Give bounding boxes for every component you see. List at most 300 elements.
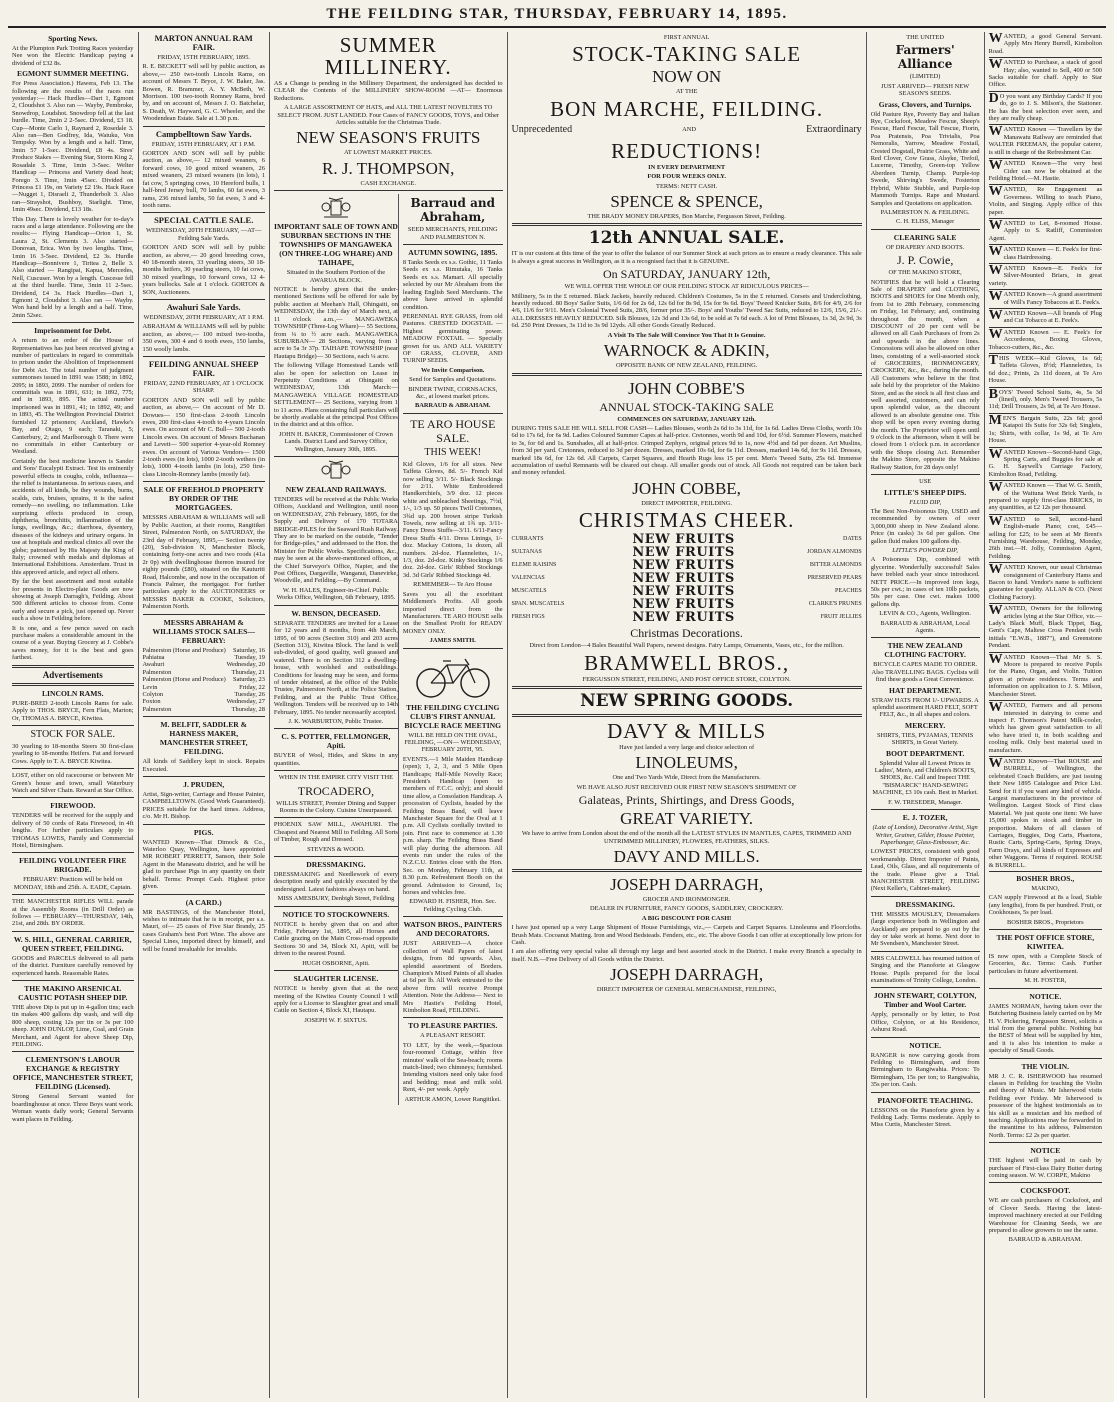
- davy-and-mills-heading: DAVY AND MILLS.: [613, 847, 760, 866]
- arrived-text: JUST ARRIVED— FRESH NEW SEASON'S SEEDS.: [881, 82, 970, 98]
- te-aro-sign: JAMES SMITH.: [429, 637, 476, 645]
- christmas-heading: CHRISTMAS CHEER.: [578, 508, 795, 533]
- grass-heading: Grass, Clovers, and Turnips.: [878, 99, 972, 109]
- stock-sales-place: Foxton: [142, 698, 161, 706]
- stock-sales-place: Palmerston (Horse and Produce): [142, 646, 226, 654]
- stockowners-heading: NOTICE TO STOCKOWNERS.: [282, 909, 390, 919]
- hat-heading: HAT DEPARTMENT.: [889, 685, 962, 695]
- freehold-heading: SALE OF FREEHOLD PROPERTY BY ORDER OF THE MORTGAGEES.: [143, 485, 264, 513]
- column-7: [985, 32, 1106, 1398]
- rams-text: PURE-BRED 2-tooth Lincoln Rams for sale. Apply to THOS. BRYCE, Fern Flats, Marton; Or, THOMAS A. BRYCE, Kiwitea.: [12, 699, 134, 722]
- potter-heading: C. S. POTTER, FELLMONGER, Apiti.: [281, 732, 391, 751]
- piano-text: LESSONS on the Pianoforte given by a Feilding Lady. Terms moderate. Apply to Miss Curtis, Manchester Street.: [870, 1106, 980, 1129]
- fruit-left: ELEME RAISINS: [511, 562, 557, 569]
- stock-sales-place: Awahuri: [142, 661, 165, 669]
- fruit-center: NEW FRUITS: [632, 558, 735, 574]
- belfit-heading: M. BELFIT, SADDLER & HARNESS MAKER, MANCHESTER STREET, FEILDING.: [159, 720, 248, 757]
- saturday-sub: WE WILL OFFER THE WHOLE OF OUR FEILDING STOCK AT RIDICULOUS PRICES—: [564, 283, 809, 291]
- stewart-text: Apply, personally or by letter, to Post Office, Colyton, or at his Residence, Ashurst Road.: [870, 1011, 980, 1034]
- autumn-text: 8 Tanks Seeds ex s.s. Gothic, 11 Tanks Seeds ex s.s. Rimutaka, 16 Tanks Seeds ex s.s. Mamari. All specially selected by our Mr Abraham from the leading English Seed Merchants. The above have arrived in splendid condition.: [402, 259, 503, 311]
- special-cattle-date: WEDNESDAY, 20TH FEBRUARY, —AT— Feilding Sale Yards.: [145, 227, 262, 242]
- clothing-factory-heading: THE NEW ZEALAND CLOTHING FACTORY.: [884, 641, 966, 660]
- fruit-right: JORDAN ALMONDS: [807, 549, 862, 556]
- freehold-text: MESSRS ABRAHAM & WILLIAMS will sell by Public Auction, at their rooms, Rangitikei Street, Palmerston North, on SATURDAY, the 23rd day of February, 1895,— Section twenty (20), Sub-division N, Manchester Block, containing forty-one acres and two roods (41a 2r 0p) with dwellinghouse thereon insured for eighty pounds (£80), situated on the Kauturiti Road, Halcombe, and now in the occupation of Francis Palmer, the mortgagor. For further particulars apply to the AUCTIONEERS or MESSRS BAKER & COOKE, Solicitors, Palmerston North.: [142, 514, 265, 611]
- land-sale-sign: JOHN H. BAKER, Commissioner of Crown Lands. District Land and Survey Office, Wellington, January 30th, 1895.: [279, 430, 393, 453]
- fruits-row: [512, 611, 862, 624]
- alliance-title: Farmers' Alliance: [895, 43, 955, 72]
- cobbe-sign: JOHN COBBE,: [632, 478, 741, 498]
- post-office-heading: THE POST OFFICE STORE, KIWITEA.: [996, 933, 1095, 952]
- rifles-text: THE MANCHESTER RIFLES WILL parade at the Assembly Rooms (in Drill Order) as follows — FEBRUARY—THURSDAY, 14th, 21st, and 28th. BY ORDER.: [12, 898, 134, 928]
- pleasure-heading: TO PLEASURE PARTIES.: [408, 1021, 498, 1031]
- cobbe-heading: JOHN COBBE'S: [628, 378, 746, 398]
- stock-sales-place: Palmerston: [142, 668, 172, 676]
- wanted-item: WANTED to Let, 8-roomed House. Apply to S. Ratliff, Commission Agent.: [989, 219, 1102, 245]
- land-sale-text-2: The following Village Homestead Lands will also be open for selection on Lease in Perpetuity Conditions at Ohingaiti on WEDNESDAY, 13th March:— MANGAWEKA VILLAGE HOMESTEAD SETTLEMENT— 25 Sections, varying from 1 to 11 acres. Plans containing full particulars will be shortly available at the principal Post Offices in the district and at this office.: [273, 362, 398, 429]
- marton-text: R. E. BECKETT will sell by public auction, as above,— 250 two-tooth Lincoln Rams, on account of Messrs T. Bryce, J. W. Baker, Jas. Bowen, R. Brammer, A. Y. McBeth, W. Morrison. 100 two-tooth Romney Rams, bred by, and on account of, Messrs J. O. Batchelar, S. Death, W. Hayward, G. C. Wheeler, and the Woodendean Estate. Sale at 1.30 p.m.: [142, 63, 265, 123]
- awahuri-date: WEDNESDAY, 20TH FEBRUARY, AT 1 P.M.: [143, 313, 264, 321]
- every-dept-text: IN EVERY DEPARTMENT: [648, 163, 726, 171]
- wanted-item: WANTED, a good General Servant. Apply Mrs Henry Burrell, Kimbolton Road.: [989, 32, 1102, 58]
- benson-text: SEPARATE TENDERS are invited for a Lease for 12 years and 8 months, from 4th March, 1895, of 90 acres (Section 310) and 203 acres (Section 313), Kiwitea Block. The land is well sub-divided, of good quality, well grassed and watered. There is on Section 312 a dwelling-house, with woolshed and outbuildings. Conditions for leasing may be seen, and forms of tender obtained, at the office of the Public Trustee, Palmerston North, at the Police Station, Feilding, and at the Public Trust Office, Wellington. Tenders will be received up to 14th February, 1895. No tender necessarily accepted.: [273, 619, 398, 716]
- at-the-text: AT THE: [675, 88, 698, 96]
- debt-text: A return to an order of the House of Representatives has just been received giving a number of particulars in regard to committals to prison under the Abolition of Imprisonment for Debt Act. The total number of judgment summonses issued in 1891 was 1588; in 1892, 2095; in 1893, 2099. The number of orders for committals was in 1891, 631; in 1892, 775; and in 1893, 895. The actual number imprisoned was in 1891, 41; in 1892, 49; and in 1893, 45. The Wellington Provincial District furnished 12 prisoners; Auckland, Hawke's Bay, and Otago, 9 each; Taranaki, 5; Canterbury, 2; and Marlborough 0. There were no committals in either Canterbury or Westland.: [12, 337, 134, 456]
- stock-sales-heading: MESSRS ABRAHAM & WILLIAMS STOCK SALES— FEBRUARY:: [152, 617, 255, 645]
- annual-sheep-heading: FEILDING ANNUAL SHEEP FAIR.: [148, 359, 259, 378]
- benson-sign: J. K. WARBURTON, Public Trustee.: [288, 717, 384, 725]
- stock-sales-row: [143, 698, 265, 705]
- te-aro-heading: TE ARO HOUSE SALE.: [410, 416, 496, 445]
- barraud-heading: Barraud and Abraham,: [410, 196, 495, 225]
- tozer-sub: (Late of London), Decorative Artist, Sign Writer, Grainer, Gilder, House Painter, Paperhanger, Glass-Embosser, &c.: [872, 824, 978, 846]
- dressmaking-sign: MISS AMESBURY, Denbigh Street, Feilding: [277, 895, 395, 903]
- stock-sales-row: [143, 661, 265, 668]
- column-1: [8, 32, 139, 1398]
- notice-heading-3: NOTICE: [1030, 1146, 1061, 1156]
- wanted-item: WANTED Known—Second-hand Gigs, Spring Carts, and Buggies for sale at G. H. Saywell's Carriage Factory, Kimbolton Road, Feilding.: [989, 448, 1102, 482]
- belfit-text: All kinds of Saddlery kept in stock. Repairs Executed.: [142, 758, 265, 773]
- dairy-text: THE highest will be paid in cash by purchaser of First-class Dairy Butter during coming season. W. W. CORPE, Makino: [988, 1157, 1102, 1179]
- linoleums-heading: LINOLEUMS,: [635, 753, 738, 773]
- barraud-sub: SEED MERCHANTS, FEILDING AND PALMERSTON N.: [407, 226, 498, 241]
- darragh-heading: JOSEPH DARRAGH,: [610, 875, 764, 894]
- marton-heading: MARTON ANNUAL RAM FAIR.: [154, 33, 253, 52]
- grocery-text: It is one, and a few pence saved on each purchase makes a considerable amount in the course of a year. Buying Grocery at J. Cobbe's saves money, for it is the best and goes farthest.: [12, 624, 134, 662]
- alliance-address: PALMERSTON N. & FEILDING.: [880, 208, 970, 216]
- wanted-item: WANTED Known—All brands of Plug and Cut Tobacco at E. Feek's.: [989, 309, 1102, 328]
- pleasure-text: TO LET, by the week,—Spacious four-roomed Cottage, within five minutes' walk of the Sea-beach; rooms match-lined; two chimneys; furnished. Intending visitors need only take food and bedding; meat and milk sold. Rent, 4/- per week. Apply: [402, 1041, 503, 1094]
- wanted-item: WANTED, Re Engagement as Governess. Willing to teach Piano, Violin, and Singing. Apply office of this paper.: [989, 185, 1102, 219]
- spence-heading: SPENCE & SPENCE,: [610, 192, 763, 212]
- stock-sales-row: [143, 706, 265, 713]
- cowie-text: NOTIFIES that he will hold a Clearing Sale of DRAPERY and CLOTHING, BOOTS and SHOES for One Month only, from 1st to 28th February, commencing on Friday, 1st February; and, continuing throughout the month, when a DISCOUNT of 20 per cent will be allowed on all Cash Purchases of from 2s and upwards in the above lines. Concessions will also be allowed on other lines, consisting of a well-assorted stock of GROCERIES, IRONMONGERY, CROCKERY, &c., &c., during the month. All Customers who believe in the first sale held by the proprietor of the Makino Store, and as the stock is all first class and well assorted, customers, and can rely upon splendid value, as the discount allowed is an absolute genuine one. This shop will be open every evening during the month. The Proprietor will open until 9 o'clock in the afternoon, when it will be closed from 1 o'clock p.m. in accordance with the Shops closing Act. Remember the Makino Store, opposite the Makino Railway Station, for 28 days only!: [870, 278, 980, 471]
- coat-of-arms-icon: [318, 460, 354, 482]
- cobbe-text: DURING THIS SALE HE WILL SELL FOR CASH— Ladies Blouses, worth 2s 6d to 3s 11d, for 1s 6d. Ladies Dress Cloths, worth 10s 6d to 17s 6d, for 6s 9d. Ladies Coloured Summer Capes at half-price. Cretonnes, worth 9d and 10d, for 6½d. Summer Flowers, matched to 3s, for 6d and 1s. Sunshades, all at half-price. Crimped Zephyrs, original prices 9d to 1s, now 4½d and 6d per dozen. Art Muslins, from 3d per yard. Cretonnes, reduced to 3d per dozen. Dresses, marked 10s 6d, for 6s 11d. Dresses, marked 14s 6d, for 9s 11d. Dresses, marked 18s 6d, for 12s 6d. All Carpets, Carpet Squares, and Hearth Rugs less 15 per cent. Men's Tweed Suits, 25s 6d. Immense accumulation of useful Remnants will be cleared out cheap. All smaller goods out of stock. All Goods not required can be taken back and money refunded.: [511, 424, 862, 477]
- masthead: THE FEILDING STAR, THURSDAY, FEBRUARY 14, 1895.: [8, 6, 1106, 28]
- tozer-heading: E. J. TOZER,: [902, 813, 948, 823]
- cycling-sub: WILL BE HELD ON THE OVAL, FEILDING, —ON— WEDNESDAY, FEBRUARY 20TH, '95.: [404, 731, 502, 754]
- fire-brigade-heading: FEILDING VOLUNTEER FIRE BRIGADE.: [19, 856, 127, 875]
- violin-heading: THE VIOLIN.: [1021, 1061, 1070, 1071]
- piano-heading: PIANOFORTE TEACHING.: [877, 1095, 973, 1105]
- coat-of-arms-icon: [318, 197, 354, 219]
- grass-text: Old Pasture Rye, Poverty Bay and Italian Rye, Cocksfoot, Meadow Fescue, Sheep's Fescue, Hard Fescue, Tall Fescue, Fiorin, Poa Pratensis, Poa Trivialis, Poa Nemoralis, Yarrow, Meadow Foxtail, Crested Dogstail, Prairie Grass, White and Red Clover, Cow Grass, Alsyke, Trefoil, Lucerne, Timothy, Green-top Yellow Aberdeen Turnip, Champ. Purple-top Swede, Shirving's Swede, Fosterton Hybrid, White Stubble, and Purple-top Mammoth Turnips. Rape and Mustard. Samples and Quotations on application.: [870, 110, 980, 207]
- barraud-sign: BARRAUD & ABRAHAM.: [415, 402, 491, 410]
- invite-text: We Invite Comparison.: [421, 366, 485, 374]
- summer-millinery-sub: A LARGE ASSORTMENT OF HATS, and ALL THE LATEST NOVELTIES TO SELECT FROM. JUST LANDED. Four Cases of FANCY GOODS, TOYS, and Other Articles suitable for the Christmas Trade.: [277, 104, 500, 127]
- fruit-left: VALENCIAS: [511, 575, 545, 582]
- wanted-item: WANTED Known—E. Feek's for Silver-Mounted Briars, in great variety.: [989, 264, 1102, 290]
- advertisements-heading: Advertisements: [42, 669, 103, 680]
- fruit-right: DATES: [843, 536, 862, 543]
- powder-text: A Poisonous Dip, combined with glycerine. Wonderfully successful! Sales have trebled each year since introduced. NETT PRICE.—In improved iron kegs, 50s per cwt.; in cases of ten 10lb packets, 50s per case. One cwt. makes 1000 gallons dip.: [870, 556, 980, 608]
- column-3: [270, 32, 508, 1398]
- use-text: USE: [919, 478, 932, 486]
- fruit-center: NEW FRUITS: [632, 571, 735, 587]
- wanted-item: WANTED to Sell, second-hand English-made Piano; cost, £45—selling for £25; to be seen at Mr Brent's Furnishing Warehouse, Feilding, Monday, 26th inst.—H. Jolly, Commission Agent, Feilding.: [989, 515, 1102, 563]
- phoenix-text: PHOENIX SAW MILL, AWAHURI. The Cheapest and Nearest Mill to Feilding. All Sorts of Timber, Rough and Dressed.: [273, 821, 398, 844]
- bramwell-heading: BRAMWELL BROS.,: [584, 650, 790, 675]
- phoenix-sign: STEVENS & WOOD.: [307, 845, 365, 853]
- tozer-text: LOWEST PRICES, consistent with good workmanship. Direct Importer of Paints, Lead, Oils, Glass, and all requirements of the trade. Please give a Trial. MANCHESTER STREET, FEILDING (Next Keller's, Cabinet-maker).: [870, 848, 980, 893]
- boot-heading: BOOT DEPARTMENT.: [886, 748, 965, 758]
- notice-heading-2: NOTICE.: [1029, 991, 1062, 1001]
- wanted-list: [989, 32, 1102, 872]
- autumn-heading: AUTUMN SOWING, 1895.: [408, 248, 498, 258]
- bosher-heading: BOSHER BROS.,: [1016, 874, 1075, 884]
- cocksfoot-sign: BARRAUD & ABRAHAM.: [1008, 1236, 1082, 1244]
- slaughter-text: NOTICE is hereby given that at the next meeting of the Kiwitea County Council I will apply for a License to Slaughter great and small Cattle on Section 4, Block XI, Hautapu.: [273, 985, 398, 1015]
- stock-sales-row: [143, 647, 265, 654]
- ranger-text: RANGER is now carrying goods from Feilding to Birmingham, and from Birmingham to Rangiwahia. Prices: To Birmingham, 15s per ton; to Rangiwahia, 35s per ton. Cash.: [870, 1051, 980, 1089]
- wanted-item: WANTED Known — E. Feek's for Accordeons, Boxing Gloves, Tobacco-cutters, &c., &c.: [989, 328, 1102, 354]
- latest-text: We have to arrive from London about the end of the month all the LATEST STYLES IN MANTLES, CAPES, TRIMMED AND UNTRIMMED MILLINERY, FLOWERS, FEATHERS, SILKS.: [521, 830, 852, 845]
- land-sale-sub: Situated in the Southern Portion of the AWARUA BLOCK.: [286, 269, 386, 284]
- debt-heading: Imprisonment for Debt.: [34, 326, 112, 336]
- caldwell-text: MRS CALDWELL has resumed tuition of Singing and the Pianoforte at Glasgow House. Pupils prepared for the local examinations of Trinity College, London.: [870, 954, 980, 984]
- cowie-heading: J. P. Cowie,: [896, 253, 954, 268]
- this-week-heading: THIS WEEK!: [424, 446, 482, 458]
- stock-sales-date: Saturday, 16: [233, 646, 265, 654]
- decorations-heading: Christmas Decorations.: [630, 626, 743, 641]
- cobbe-sign-2: DIRECT IMPORTER, FEILDING.: [641, 499, 732, 507]
- darragh-text: I have just opened up a very Large Shipment of House Furnishings, viz.,— Carpets and Carpet Squares. Linoleums and Floorcloths. Brush Mats. Cocoanut Matting. Iron and Wood Bedsteads. Fenders, etc., etc. The above Goods I can offer at exceptionally low prices for Cash.: [511, 924, 862, 947]
- levin-text: LEVIN & CO., Agents, Wellington.: [879, 610, 971, 618]
- bicycle-icon: [413, 653, 493, 699]
- wanted-item: WANTED to Purchase, a stack of good Hay; also, wanted to Sell, 400 or 500 Sacks suitable for chaff. Apply to Star Office.: [989, 58, 1102, 92]
- wanted-item: BOYS' Tweed School Suits, 4s, 5s 3d (lined), only. Men's Tweed Trousers, 5s 11d; Drill Trousers, 2s 9d, at Te Aro House.: [989, 388, 1102, 414]
- stock-sales-place: Palmerston (Horse and Produce): [142, 676, 226, 684]
- reductions-heading: REDUCTIONS!: [611, 138, 763, 163]
- campbelltown-date: FRIDAY, 15TH FEBRUARY, AT 1 P.M.: [151, 140, 256, 148]
- cobbe-date: COMMENCES ON SATURDAY, JANUARY 12th.: [617, 415, 756, 423]
- wanted-item: WANTED Known—That ROUSE and BURRELL, of Wellington, the celebrated Coach Builders, are just issuing their New 1895 Catalogue and Price List. Send for it if you want any kind of vehicle. Largest manufacturers in the province of Wellington. Largest Stock of First class Material. We just quote one item: We have 15,000 spokes in stock and timber in proportion. Makers of all classes of Carriages, Buggies, Dog Carts, Phaetons, Rustic Carts, Spring-Carts, Spring Drays, Farm Drays, and all kinds of Expresses and other Waggons. Terms if required. ROUSE & BURRELL.: [989, 757, 1102, 872]
- stock-sales-date: Tuesday, 26: [234, 691, 265, 698]
- cowie-sub: OF THE MAKINO STORE,: [888, 269, 962, 277]
- galateas-heading: Galateas, Prints, Shirtings, and Dress Goods,: [578, 793, 795, 808]
- stock-sales-date: Wednesday, 20: [226, 661, 265, 669]
- and-text: AND: [682, 126, 697, 134]
- mercery-heading: MERCERY.: [905, 720, 946, 730]
- stock-sales-row: [143, 691, 265, 698]
- wanted-item: WANTED Known, our usual Christmas consignment of Canterbury Hams and Bacon to hand. Vendor's name is sufficient guarantee for quality. ALLAN & CO. (Next Clothing Factory).: [989, 563, 1102, 604]
- wanted-item: THIS WEEK—Kid Gloves, 1s 6d; Taffeta Gloves, 8½d; Flannelettes, 1s 6d doz.; Prints, 2s 11d dozen, at Te Aro House.: [989, 354, 1102, 388]
- first-annual-text: FIRST ANNUAL: [663, 34, 710, 41]
- clearing-heading: CLEARING SALE: [893, 232, 957, 242]
- bosher-sub: MAKINO,: [1031, 885, 1060, 893]
- warnock-heading: WARNOCK & ADKIN,: [603, 341, 770, 361]
- mercery-text: SHIRTS, TIES, PYJAMAS, TENNIS SHIRTS, in Great Variety.: [876, 731, 974, 747]
- hill-heading: W. S. HILL, GENERAL CARRIER, QUEEN STREET, FEILDING.: [13, 934, 132, 953]
- clementson-text: Strong General Servant wanted for boardinghouse at once. Three Boys want work. Woman wants daily work; General Servants want places in Feilding.: [12, 1093, 134, 1123]
- stock-text: 30 yearling to 18-months Steers 30 first-class yearling to 18-months Heifers. Fat and forward Cows. Apply to T. A. BRYCE Kiwitea.: [12, 742, 134, 765]
- post-office-text: IS now open, with a Complete Stock of Groceries, &c. Terms: Cash. Further particulars in future advertisement.: [988, 953, 1102, 975]
- spring-goods-heading: NEW SPRING GOODS.: [580, 690, 794, 711]
- thompson-sub: CASH EXCHANGE.: [360, 179, 416, 187]
- annual-sale-text: IT is our custom at this time of the year to offer the balance of our Summer Stock at such prices as to ensure a ready clearance. This sale is always a great success in Wellington, as it is a recognised fact that it is GENUINE.: [511, 250, 862, 265]
- card-heading: (A CARD.): [185, 897, 222, 907]
- cycling-sign: EDWARD H. FISHER, Hon. Sec. Feilding Cycling Club.: [409, 898, 497, 913]
- now-on-heading: NOW ON: [652, 67, 722, 87]
- unprecedented-text: Unprecedented: [511, 123, 573, 135]
- awahuri-heading: Awahuri Sale Yards.: [166, 301, 241, 312]
- littles-heading: LITTLE'S SHEEP DIPS.: [884, 487, 967, 497]
- bramwell-sub: FERGUSSON STREET, FEILDING, AND POST OFFICE STORE, COLYTON.: [582, 675, 791, 683]
- wanted-item: WANTED Known — That W. G. Smith, of the Waituna West Brick Yards, is prepared to supply first-class BRICKS, in any quantities, at £2 12s per thousand.: [989, 481, 1102, 515]
- darragh-sub: GROCER AND IRONMONGER.: [642, 896, 731, 903]
- stewart-heading: JOHN STEWART, COLYTON, Timber and Wool Carter.: [873, 991, 977, 1010]
- railways-heading: NEW ZEALAND RAILWAYS.: [285, 485, 387, 494]
- electroplate-text: By far the best assortment and most suitable for presents in Electro-plate Goods are now showing at Joseph Darragh's, Feilding. About 500 different articles to choose from. Come early and secure a pick, just opened up. Never such a show in Feilding before.: [12, 578, 134, 623]
- norman-text: JAMES NORMAN, having taken over the Butchering Business lately carried on by Mr H. V. Pickering, Fergusson Street, solicits a trial from the general public. Nothing but the BEST of Meat will be supplied by him, and it is also his intention to make a specialty of Small Goods.: [988, 1002, 1102, 1055]
- samples-text: Send for Samples and Quotations.: [409, 376, 497, 384]
- davy-sub: Have just landed a very large and choice selection of: [619, 743, 755, 751]
- fruit-left: SPAN. MUSCATELS: [511, 601, 565, 608]
- spence-sub: THE BRADY MONEY DRAPERS, Bon Marche, Fergusson Street, Feilding.: [587, 213, 786, 221]
- fruit-center: NEW FRUITS: [632, 545, 735, 561]
- summer-millinery-heading: SUMMER MILLINERY.: [324, 33, 452, 79]
- slaughter-sign: JOSEPH W. F. SIXTUS.: [304, 1016, 368, 1024]
- cycling-heading: THE FEILDING CYCLING CLUB'S FIRST ANNUAL BICYCLE RACE MEETING: [404, 702, 502, 730]
- stock-sales-date: Thursday, 28: [231, 705, 265, 713]
- fruit-center: NEW FRUITS: [632, 532, 735, 548]
- darragh-2-heading: JOSEPH DARRAGH,: [610, 965, 764, 985]
- wanted-item: WANTED Known — E. Feek's for first-class Hairdressing.: [989, 245, 1102, 264]
- stock-sales-row: [143, 654, 265, 661]
- discount-text: A BIG DISCOUNT FOR CASH!: [641, 914, 732, 922]
- stock-sales-place: Palmerston: [142, 705, 172, 713]
- fruits-table: [512, 533, 862, 624]
- remember-text: REMEMBER— Te Aro House: [413, 581, 493, 589]
- clothing-factory-text: BICYCLE CAPES MADE TO ORDER. Also TRAVELLING BAGS. Cyclists will find these goods a Great Convenience.: [871, 661, 979, 684]
- rams-heading: LINCOLN RAMS.: [41, 688, 104, 698]
- fire-brigade-text: FEBRUARY: Practices will be held on MONDAY, 18th and 25th. A. EADE, Captain.: [13, 876, 132, 891]
- thompson-heading: R. J. THOMPSON,: [322, 158, 455, 178]
- stockowners-sign: HUGH OSBORNE, Apiti.: [302, 959, 370, 967]
- alliance-sub: (LIMITED): [909, 73, 941, 81]
- cocksfoot-heading: COCKSFOOT.: [1020, 1186, 1071, 1196]
- stock-sales-date: Friday, 22: [239, 683, 265, 691]
- dressmaking-heading-2: DRESSMAKING.: [895, 899, 955, 909]
- saturday-heading: On SATURDAY, JANUARY 12th,: [602, 267, 771, 282]
- clementson-heading: CLEMENTSON'S LABOUR EXCHANGE & REGISTRY OFFICE, MANCHESTER STREET, FEILDING (Licensed).: [12, 1055, 133, 1092]
- watson-heading: WATSON BROS., PAINTERS AND DECORATORS.: [403, 920, 502, 939]
- wanted-item: WANTED Known—The very best Cider can now be obtained at the Feilding Hotel.—M. Hastie.: [989, 159, 1102, 185]
- boot-text: Splendid Value all Lowest Prices in Ladies', Men's, and Children's BOOTS, SHOES, &c. Call and Inspect THE "BISMARCK" HAND-SEWING MACHINE, £3 10s cash. Best in Market.: [872, 759, 978, 797]
- alliance-sign: C. H. ELISS, Manager: [896, 218, 955, 226]
- annual-sheep-text: GORTON AND SON will sell by public auction, as above,— On account of Mr D. Dowues— 150 first-class 2-tooth Lincoln ewes, 200 first-class 4-tooth to 4-years Lincoln ewes. On account of Mr C. Bull— 500 2-tooth Lincoln ewes. On account of Messrs Buchanan and Levett— 500 superior 4-year-old Romney ewes. On account of Various Vendors— 1500 2-tooth ewes (in lots), 1000 2-tooth wethers (in lots), 1000 4-tooth lambs (in lots), 250 first-class Lincoln-Romney lambs (mostly fat).: [142, 396, 265, 478]
- columns: [8, 32, 1106, 1398]
- annual-sheep-date: FRIDAY, 22ND FEBRUARY, AT 1 O'CLOCK SHARP.: [143, 380, 264, 395]
- bosher-text: CAN supply Firewood at 8s a load, Stable (any lengths), from 8s per hundred. Fruit, or Cookhouses, 5s per load.: [988, 894, 1102, 917]
- violin-text: MR J. C. R. ISHERWOOD has resumed classes in Feilding for teaching the Violin and theory of Music. Mr Isherwood visits Feilding ever Friday. Mr Isherwood is possessor of the highest testimonials as to his skill as a musician and his method of teaching. Applications may be forwarded in the meantime to his address, Palmerston North. Terms: £2 2s per quarter.: [988, 1072, 1102, 1139]
- pruden-text: Artist, Sign-writer, Carriage and House Painter, CAMPBELLTOWN. (Good Work Guaranteed). PRICES suitable for the hard times. Address, c/o. Mr H. Bishop.: [142, 791, 265, 821]
- stock-sales-date: Tuesday, 19: [234, 653, 265, 661]
- trocadero-heading: TROCADERO,: [297, 783, 375, 798]
- fluid-heading: FLUID DIP,: [909, 498, 942, 506]
- darragh-text-2: I am also offering very special value all through my large and best assorted stock in the District. I make every Branch a specialty in itself. N.B.—Free Delivery of all Goods within the District.: [511, 948, 862, 963]
- fruit-left: MUSCATELS: [511, 588, 547, 595]
- visit-text: A Visit To The Sale Will Convince You That It Is Genuine.: [607, 331, 766, 339]
- davy-heading: DAVY & MILLS: [607, 718, 767, 743]
- cobbe-sub: ANNUAL STOCK-TAKING SALE: [599, 399, 774, 414]
- fruits-sub: AT LOWEST MARKET PRICES.: [344, 149, 433, 157]
- dressmaking-heading: DRESSMAKING.: [306, 860, 366, 870]
- firewood-text: TENDERS will be received for the supply and delivery of 50 cords of Rata Firewood, in 4ft lengths. For further particulars apply to THOMAS LOWES, Family and Commercial Hotel, Birmingham.: [12, 812, 134, 849]
- darragh-2-sub: DIRECT IMPORTER OF GENERAL MERCHANDISE, FEILDING,: [596, 986, 777, 994]
- slaughter-heading: SLAUGHTER LICENSE.: [293, 974, 379, 984]
- pruden-heading: J. PRUDEN,: [183, 780, 225, 790]
- dressmaking-text: DRESSMAKING and Needlework of every description neatly and quickly executed by the undersigned. Latest fashions always on hand.: [273, 871, 398, 893]
- fluid-text: The Best Non-Poisonous Dip, USED and recommended by owners of over 3,000,000 sheep in New Zealand alone. Price (in casks) 3s 6d per gallon. One gallon fluid makes 100 gallons dip.: [870, 507, 980, 545]
- eucalypti-text: Certainly the best medicine known is Sander and Sons' Eucalypti Extract. Test its eminently powerful effects in coughs, colds, influenza—the relief is instantaneous. In serious cases, and accidents of all kinds, be they wounds, burns, scalds, cuts, bruises, sprains, it is the safest remedy—no swelling, no inflammation. Like surprising effects produced in croup, diphtheria, bronchitis, inflammation of the lungs, swellings, &c.; diarrhoea, dysentery, diseases of the kidneys and urinary organs. In use at hospitals and medical clinics all over the globe; patronised by His Majesty the King of Italy; crowned with medals and diplomas at International Exhibitions. Amsterdam. Trust in this approved article, and reject all others.: [12, 457, 134, 576]
- post-office-sign: M. H. FOSTER,: [1024, 977, 1067, 985]
- stocktaking-heading: STOCK-TAKING SALE: [572, 42, 802, 67]
- terms-text: TERMS: NETT CASH.: [656, 182, 718, 190]
- stock-sales-place: Levin: [142, 683, 158, 691]
- fruit-center: NEW FRUITS: [632, 584, 735, 600]
- binder-text: BINDER TWINE, CORNSACKS, &c., at lowest market prices.: [408, 385, 498, 400]
- special-cattle-text: GORTON AND SON will sell by public auction, as above,— 20 good breeding cows, 40 18-month steers, 33 yearling steers, 30 18-months heifers, 30 yearling steers, 10 fat cows, 30 mixed yearlings, 10 forward cows, 12 4-years bullocks. Sale at 1 o'clock. GORTON & SON, Auctioneers.: [142, 244, 265, 296]
- pigs-heading: PIGS.: [193, 827, 214, 837]
- stock-sales-date: Saturday, 23: [233, 676, 265, 684]
- wanted-item: MEN'S Bargain Suits, 22s 6d; good Katapoi Ifs Suits for 32s 6d; Singlets, 1s; Shirts, with collar, 1s 9d, at Te Aro House.: [989, 414, 1102, 448]
- fruit-right: PRESERVED PEARS: [807, 575, 862, 582]
- stockowners-text: NOTICE is hereby given that on and after Friday, February 1st, 1895, all Horses and Cattle grazing on the Main Cross-road opposite Sections 30 and 34, Block XI, Apiti, will be driven to the nearest Pound.: [273, 920, 398, 958]
- railways-text: TENDERS will be received at the Public Works Offices, Auckland and Wellington, until noon on WEDNESDAY, 27th February, 1895, for the Supply and Delivery of 170 TOTARA BRIDGE-PILES for the Seaward Rush Railway. They are to be marked on the outside, "Tender for Bridge-piles," and addressed to the Hon. the Minister for Public Works. Specifications, &c., may be seen at the above-mentioned offices, at the Chief Surveyor's Office, Napier, and the Post Offices, Dargaville, Wanganui, Danevirke, Woodville, and Feilding.—By Command.: [273, 496, 398, 585]
- great-variety-heading: GREAT VARIETY.: [620, 809, 754, 829]
- land-sale-text: NOTICE is hereby given that the under-mentioned Sections will be offered for sale by public auction at Meehan's Hall, Ohingaiti, on WEDNESDAY, the 13th day of March next, at 11 o'clock a.m.,— MANGAWEKA TOWNSHIP (Three-Log Whare)— 55 Sections, from ¼ to ½ acre each. MANGAWEKA SUBURBAN— 28 Sections, varying from 1 acre to 5a 3r 37p. TAIHAPE TOWNSHIP (near Hautapu Bridge)— 30 Sections, each ¼ acre.: [273, 286, 398, 360]
- wanted-item: WANTED, Owners for the following articles lying at the Star Office, viz.—Lady's Black Muff, Black Tippet, Bag, Gent's Cape, Maltese Cross Pendant (with initials "E.W.B., 1887"), and Greenstone Pendant.: [989, 604, 1102, 652]
- sporting-heading: Sporting News.: [48, 34, 98, 43]
- fruit-right: BITTER ALMONDS: [809, 562, 862, 569]
- fruit-right: CLARKE'S PRUNES: [808, 601, 862, 608]
- stock-sales-date: Wednesday, 27: [226, 698, 265, 706]
- stock-sales-row: [143, 684, 265, 691]
- fruit-center: NEW FRUITS: [632, 597, 735, 613]
- bon-marche-heading: BON MARCHE, FEILDING.: [550, 96, 824, 121]
- firewood-heading: FIREWOOD.: [50, 801, 96, 811]
- saturday-text: Millinery, 5s in the £ returned. Black Jackets, heavily reduced. Children's Costumes, 5s in the £ returned. Corsets and Underclothing, heavily reduced. 80 Boys' Sailor Suits, 1/6 6d for 2s 6d, 12s 6d for 8s 9d, 15s for 9s 6d. Boys' Tweed Knicker Suits, 8/6 for 4/9, 2/6 for 4/6, 11/6 for 9/11. Men's Colonial Tweed Suits, 28/6, former price 35/-. Boys' and Youths' Tweed Sac Suits, reduced to 12/6, 15/6, 21/-. ALL DRESSES HEAVILY REDUCED. Silk Blouses, 12s 3d and 13s 6d, to be sold at 7s 6d each. A lot of Print Blouses, 1s 3d, 2s 9d, 3s 6d. 250 Print Dresses, 3s 11d to 3s 9d 12yds. All other Goods Greatly Reduced.: [511, 292, 862, 330]
- barraud-agents: BARRAUD & ABRAHAM, Local Agents.: [880, 619, 970, 634]
- special-cattle-heading: SPECIAL CATTLE SALE.: [154, 215, 254, 226]
- wanted-item: WANTED Known—A grand assortment of Will's Fancy Tobaccos at E. Feek's.: [989, 290, 1102, 309]
- fruit-right: PEACHES: [835, 588, 862, 595]
- watson-text: JUST ARRIVED—A choice collection of Wall Papers of latest designs, from 8d upwards. Also, splendid assortment of Borders. Champion's Mixed Paints of all shades at 6d per lb. All Work entrusted to the above firm will receive Prompt Attention. Note the Address— Next to Mrs Hastie's Feilding Hotel, Kimbolton Road, FEILDING.: [402, 940, 503, 1014]
- notice-heading: NOTICE.: [909, 1040, 942, 1050]
- fruit-left: SULTANAS: [511, 549, 542, 556]
- wanted-item: DO you want any Birthday Cards? If you do, go to J. S. Milson's, the Stationer. He has the best selection ever seen, and they are really cheap.: [989, 92, 1102, 126]
- stock-sales-date: Thursday, 21: [231, 668, 265, 676]
- fruit-center: NEW FRUITS: [632, 610, 735, 626]
- fruit-right: FRUIT JELLIES: [820, 614, 862, 621]
- trocadero-sub: WILLIS STREET, Premier Dining and Supper Rooms in the Colony. Cuisine Unsurpassed.: [276, 799, 396, 814]
- stock-sales-row: [143, 676, 265, 683]
- campbelltown-heading: Campbelltown Saw Yards.: [155, 128, 252, 139]
- empire-heading: WHEN IN THE EMPIRE CITY VISIT THE: [278, 774, 394, 782]
- summer-millinery-text: AS a Change is pending in the Millinery Department, the undersigned has decided to CLEAR the Contents of the MILLINERY SHOW-ROOM —AT— Enormous Reductions.: [273, 80, 503, 102]
- sheep-dip-heading: THE MAKINO ARSENICAL CAUSTIC POTASH SHEEP DIP.: [18, 984, 128, 1003]
- boot-sign: F. W. TRESEDER, Manager.: [888, 798, 963, 806]
- column-6: [867, 32, 985, 1398]
- stock-sales-row: [143, 669, 265, 676]
- extraordinary-text: Extraordinary: [806, 123, 862, 135]
- pleasure-sub: A PLEASANT RESORT.: [420, 1032, 486, 1040]
- linoleums-sub: One and Two Yards Wide, Direct from the Manufacturers.: [612, 774, 761, 782]
- marton-date: FRIDAY, 15TH FEBRUARY, 1895.: [157, 54, 250, 61]
- egmont-heading: EGMONT SUMMER MEETING.: [17, 69, 129, 79]
- mousley-text: THE MISSES MOUSLEY, Dressmakers (large experience both in Wellington and Auckland) are prepared to go out by the day or take work at home. Next door to Mr Svendsen's, Manchester Street.: [870, 910, 980, 948]
- alliance-heading: THE UNITED: [906, 34, 945, 41]
- benson-heading: W. BENSON, DECEASED.: [291, 608, 381, 618]
- annual-sale-heading: 12th ANNUAL SALE.: [588, 228, 785, 249]
- stock-sales-table: [143, 647, 265, 714]
- decorations-sub: Direct from London—4 Bales Beautiful Wall Papers, newest designs. Fairy Lamps, Ornaments, Vases, etc., for the million.: [529, 642, 844, 650]
- egmont-text-2: This Day. There is lovely weather for to-day's races and a large attendance. Following are the results:— Flying Handicap—Orion 1, St. Laura 2, St. Clements 3. Also started—Donovan, Erica. Won by two lengths. Time, 1min 16 3-5sec. Dividend, £2 3s. Hurdle Handicap—Bonnivere 1, Tiritea 2, Belle 3. Also started — Rangipai, Kapua, Mercedes, Nell, Cuscuser. Won by a length. Cuscesse fell at the third hurdle. Time, 3min 11 2-5sec. Dividend, £4 3s. Hack Hurdles—Dart 1, Egmont 2, Cloudshot 3. Also ran — Wayby. Won hand held by a length and a half. Time, 2min 52sec.: [12, 215, 134, 319]
- land-sale-heading: IMPORTANT SALE OF TOWN AND SUBURBAN SECTIONS IN THE TOWNSHIPS OF MANGAWEKA (ON THREE-LOG WHARE) AND TAIHAPE,: [274, 222, 398, 268]
- campbelltown-text: GORTON AND SON will sell by public auction, as above,— 12 mixed weaners, 6 forward cows, 10 good mixed weaners, 26 mixed weaners, 23 mixed weaners (in lots), 1 fat cow, 5 springing cows, 10 Hereford bulls, 1 half-bred Jersey bull, 70 lambs, 60 fat ewes, 3 rams, 236 mixed lambs, 50 fat ewes, 3 and 4-tooth rams.: [142, 150, 265, 209]
- stock-sales-place: Pahiatua: [142, 653, 165, 661]
- fruits-heading: NEW SEASON'S FRUITS: [296, 128, 481, 148]
- railways-sign: W. H. HALES, Engineer-in-Chief. Public Works Office, Wellington, 6th February, 1895.: [276, 586, 396, 602]
- hill-text: GOODS and PARCELS delivered to all parts of the district. Furniture carefully removed by experienced hands. Reasonable Rates.: [12, 954, 134, 977]
- darragh-dealer: DEALER IN FURNITURE, FANCY GOODS, SADDLERY, CROCKERY.: [589, 905, 784, 913]
- clearing-sub: OF DRAPERY AND BOOTS.: [886, 243, 965, 251]
- cocksfoot-text: WE are cash purchasers of Cocksfoot, and of Clover Seeds. Having the latest-improved machinery erected at our Feilding Warehouse for Cleaning Seeds, we are prepared to allow growers to use the same.: [988, 1197, 1102, 1235]
- powder-heading: LITTLE'S POWDER DIP,: [892, 546, 958, 554]
- sporting-text: At the Plumpton Park Trotting Races yesterday Nee won the Electric Handicap paying a dividend of £32 8s.: [12, 45, 134, 67]
- pigs-text: WANTED Known—That Dimock & Co., Waterloo Quay, Wellington, have appointed MR ROBERT PERRETT, Sanson, their Sole Agent in the Manawatu district, and he will be glad to purchase Pigs in any quantity on their behalf. Terms: Prompt Cash. Highest price given.: [142, 838, 265, 891]
- wanted-item: WANTED Known — Travellers by the Manawatu Railway are reminded that WALTER FREEMAN, the popular caterer, is still in charge of the Refreshment Car.: [989, 125, 1102, 159]
- warnock-sub: OPPOSITE BANK OF NEW ZEALAND, FEILDING.: [615, 362, 758, 370]
- potter-text: BUYER of Wool, Hides, and Skins in any quantities.: [273, 752, 398, 767]
- received-text: WE HAVE ALSO JUST RECEIVED OUR FIRST NEW SEASON'S SHIPMENT OF: [576, 783, 797, 791]
- cycling-text: EVENTS.—1 Mile Maiden Handicap (open); 1, 2, 3, and 5 Mile Open Handicaps; Half-Mile Novelty Race; President's Handicap (open to members of F.C.C. only); and should time allow, a Consolation Handicap. A procession of Cyclists, headed by the Feilding Brass Band, will leave Manchester Square for the Oval at 1 p.m. All Cyclists cordially invited to join. First race to commence at 1.30 p.m. sharp. The Feilding Brass Band will play during the afternoon. All events run under the rules of the N.Z.C.U. Entries close with the Hon. Sec. on Monday, February 11th, at 8.30 p.m. Refreshment Booth on the ground. Admission to Ground, 1s; horses and vehicles free.: [402, 755, 503, 897]
- stock-heading: STOCK FOR SALE.: [30, 728, 116, 740]
- te-aro-text: Saves you all the exorbitant Middlemen's Profits. All goods imported direct from the Manufacturers. TE ARO HOUSE sells on the Smallest Profit for READY MONEY ONLY.: [402, 590, 503, 635]
- hat-text: STRAW HATS FROM 1/- UPWARDS. A splendid assortment HARD FELT, SOFT FELT, &c., in all shapes and colors.: [871, 696, 979, 719]
- egmont-text: For Press Association.) Hawera, Feb 13. The following are the results of the races run yesterday:— Hack Hurdles—Dart 1, Egmont 2, Cloudshot 3. Also ran — Wayby, Pembroke, Snowdrop, Loudshot. Snowdrop fell at the last hurdle. Time, 2min 2 2-5sec. Dividend, £3 18. Cup—Monte Carlo 1, Raynard 2, Rosedale 3. Also ran—Ben Godfrey, Ida, Waiuku, Von Tempsky. Won by a length and a half. Time, 3min 57 1-5sec. Dividend, £8 4s. Sires' Produce Stakes — Evening Star, Storm King 2, Rosadale 3. Time, 1min 3-5sec. Welter Handicap — Princess and Variety dead heat; Forego 3. Time, 1min 45sec. Divided on Princess £1 19s, on Variety £2 19s. Hack Race—Nugget 1, Disraeli 2, Thunderbolt 3. Also ran—Strayshot, Bushboy, Starlight. Time, 1min 49sec. Dividend, £13 18s.: [12, 80, 134, 214]
- column-2: [139, 32, 270, 1398]
- te-aro-items: Kid Gloves, 1/6 for all sizes. New Taffeta Gloves, 8d. 5/- French Kid now selling 3/11. 5/- Black Stockings for 2/11. White Embroidered Handkerchiefs, 3/9 doz. 12 pieces white and unbleached Sheetings, 7½d, 1/-, 1/3 up. 50 pieces Twill Cretonnes, 3¾d up. 200 brown stripe Turkish Towels, now selling at 1¾ up. 3/11-Fancy Dress Stuffs—3/11. 6/11-Fancy Dress Stuffs 4/11. Dress Linings, 1/- doz. Mackay Cottons, 1s dozen, all numbers. 2d-doz. Flannelettes, 1/-, 1/3, doz. 2d-doz. Kinky Stockings 1/6 doz. 2d-doz. Girls' Ribbed Stockings 3d. 3d Girls' Ribbed Stockings 4d.: [402, 460, 503, 579]
- four-weeks-text: FOR FOUR WEEKS ONLY.: [647, 173, 726, 181]
- bastings-text: MR BASTINGS, of the Manchester Hotel, wishes to intimate that he is in receipt, per s.s. Mauri, of— 25 cases of Five Star Brandy, 25 cases Graham's best Port Wine. The above are Special Lines, imported direct by himself, and will be found invaluable for invalids.: [142, 908, 265, 953]
- fruit-left: CURRANTS: [511, 536, 544, 543]
- lost-text: LOST, either on old racecourse or between Mr Green's house and town, small Waterbury Watch and Silver Chain. Reward at Star Office.: [12, 772, 134, 794]
- rye-text: PERENNIAL RYE GRASS, from old Pastures. CRESTED DOGSTAIL — Highest germinating power. MEADOW FOXTAIL — Specially grown for us. AND ALL VARIETY OF GRASS, CLOVER, AND TURNIP SEEDS.: [402, 312, 503, 365]
- fruit-left: FRESH FIGS: [511, 614, 545, 621]
- bosher-sign: BOSHER BROS., Proprietors: [1006, 918, 1084, 926]
